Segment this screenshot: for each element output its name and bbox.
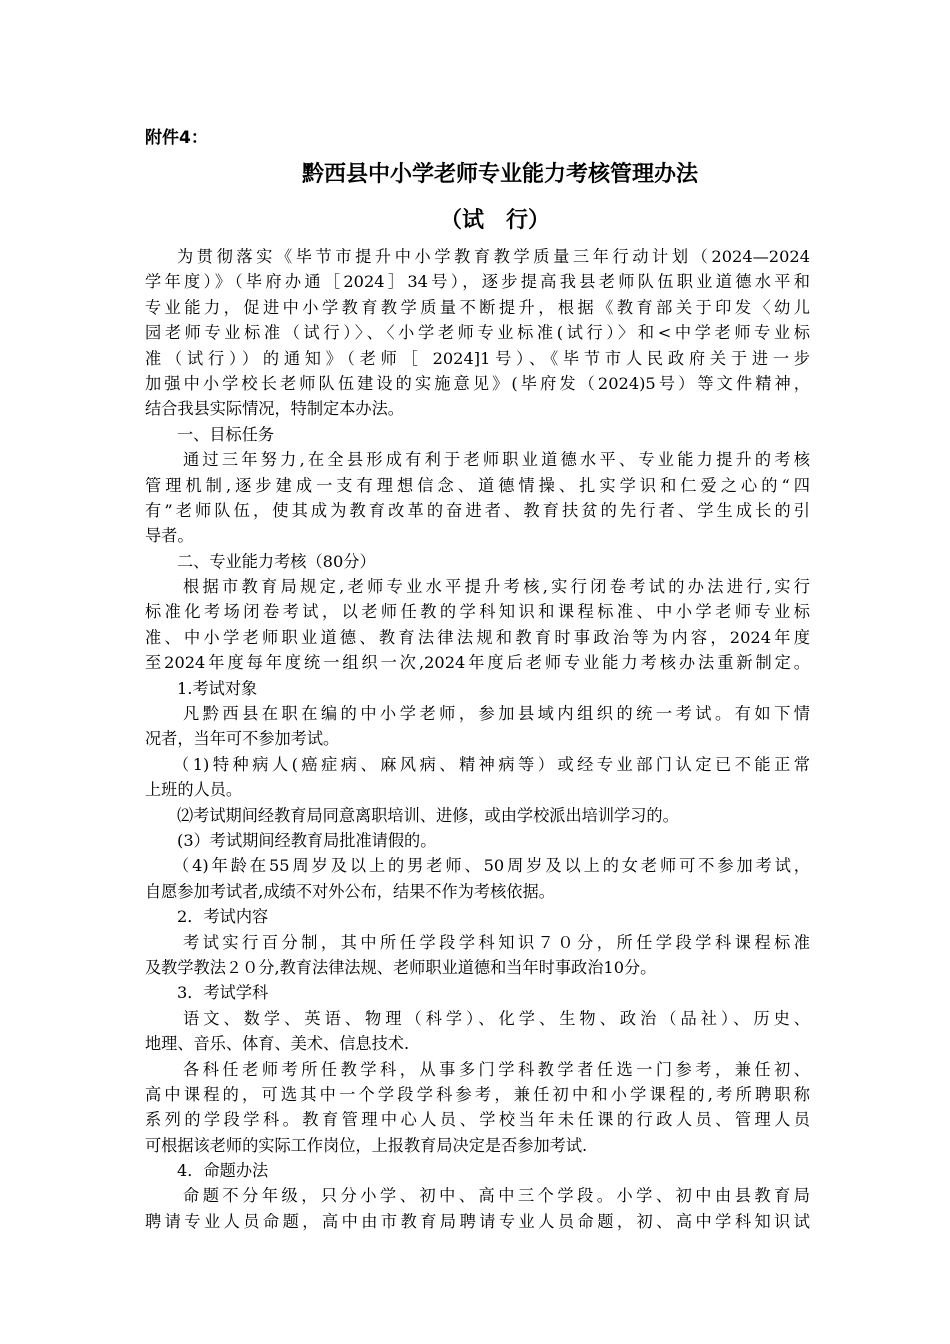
body-line: 地理、音乐、体育、美术、信息技术. <box>145 1034 410 1054</box>
body-line: (3）考试期间经教育局批准请假的。 <box>177 830 437 850</box>
body-line: 上班的人员。 <box>145 780 243 800</box>
section-heading: 一、目标任务 <box>177 424 275 444</box>
body-line: （4)年龄在55周岁及以上的男老师、50周岁及以上的女老师可不参加考试， <box>173 856 810 876</box>
body-line: 自愿参加考试者,成绩不对外公布，结果不作为考核依据。 <box>145 881 555 901</box>
body-line: 导者。 <box>145 526 194 546</box>
body-line: 至2024年度每年度统一组织一次,2024年度后老师专业能力考核办法重新制定。 <box>145 653 810 673</box>
body-line: 标准化考场闭卷考试，以老师任教的学科知识和课程标准、中小学老师专业标 <box>145 602 810 622</box>
body-line: 系列的学段学科。教育管理中心人员、学校当年未任课的行政人员、管理人员 <box>145 1110 810 1130</box>
body-line: 及教学教法２０分,教育法律法规、老师职业道德和当年时事政治10分。 <box>145 957 657 977</box>
subsection-heading: 3．考试学科 <box>177 983 269 1003</box>
body-line: 准、中小学老师职业道德、教育法律法规和教育时事政治等为内容，2024年度 <box>145 627 810 647</box>
section-heading: 二、专业能力考核（80分） <box>177 551 376 571</box>
body-line: 管理机制,逐步建成一支有理想信念、道德情操、扎实学识和仁爱之心的“四 <box>145 475 810 495</box>
body-line: 准（试行））的通知》（老师［ 2024]1号）、《毕节市人民政府关于进一步 <box>145 348 810 368</box>
body-line: 专业能力，促进中小学教育教学质量不断提升，根据《教育部关于印发〈幼儿 <box>145 297 810 317</box>
document-body <box>145 244 810 1234</box>
body-line: 各科任老师考所任教学科，从事多门学科教学者任选一门参考，兼任初、 <box>183 1059 810 1079</box>
body-line: 凡黔西县在职在编的中小学老师，参加县域内组织的统一考试。有如下情 <box>183 704 810 724</box>
body-line: 加强中小学校长老师队伍建设的实施意见》(毕府发（2024)5号）等文件精神， <box>145 373 810 393</box>
subsection-heading: 4．命题办法 <box>177 1161 269 1181</box>
body-line: 命题不分年级，只分小学、初中、高中三个学段。小学、初中由县教育局 <box>183 1186 810 1206</box>
body-line: 结合我县实际情况，特制定本办法。 <box>145 399 404 419</box>
body-line: ⑵考试期间经教育局同意离职培训、进修，或由学校派出培训学习的。 <box>177 805 679 825</box>
attachment-label: 附件4： <box>145 128 208 148</box>
subsection-heading: 1.考试对象 <box>177 678 258 698</box>
body-line: 高中课程的，可选其中一个学段学科参考，兼任初中和小学课程的,考所聘职称 <box>145 1084 810 1104</box>
body-line: 考试实行百分制，其中所任学段学科知识７０分，所任学段学科课程标准 <box>183 932 810 952</box>
document-title: 黔西县中小学老师专业能力考核管理办法 <box>301 162 698 187</box>
body-line: 为贯彻落实《毕节市提升中小学教育教学质量三年行动计划（2024—2024 <box>177 247 810 266</box>
document-subtitle: （试 行） <box>439 208 550 233</box>
subsection-heading: 2．考试内容 <box>177 907 269 927</box>
body-line: 有”老师队伍，使其成为教育改革的奋进者、教育扶贫的先行者、学生成长的引 <box>145 500 810 520</box>
body-line: （1)特种病人(癌症病、麻风病、精神病等）或经专业部门认定已不能正常 <box>173 754 810 774</box>
body-line: 聘请专业人员命题，高中由市教育局聘请专业人员命题，初、高中学科知识试 <box>145 1211 810 1231</box>
body-line: 学年度）》（毕府办通［2024］34号），逐步提高我县老师队伍职业道德水平和 <box>145 272 810 292</box>
body-line: 语文、数学、英语、物理（科学）、化学、生物、政治（品社）、历史、 <box>183 1008 810 1028</box>
body-line: 园老师专业标准（试行）〉、〈小学老师专业标准(试行）〉和<中学老师专业标 <box>145 323 810 343</box>
body-line: 通过三年努力,在全县形成有利于老师职业道德水平、专业能力提升的考核 <box>183 450 810 470</box>
body-line: 根据市教育局规定,老师专业水平提升考核,实行闭卷考试的办法进行,实行 <box>183 577 810 597</box>
body-line: 可根据该老师的实际工作岗位，上报教育局决定是否参加考试. <box>145 1135 588 1155</box>
body-line: 况者，当年可不参加考试。 <box>145 729 340 749</box>
